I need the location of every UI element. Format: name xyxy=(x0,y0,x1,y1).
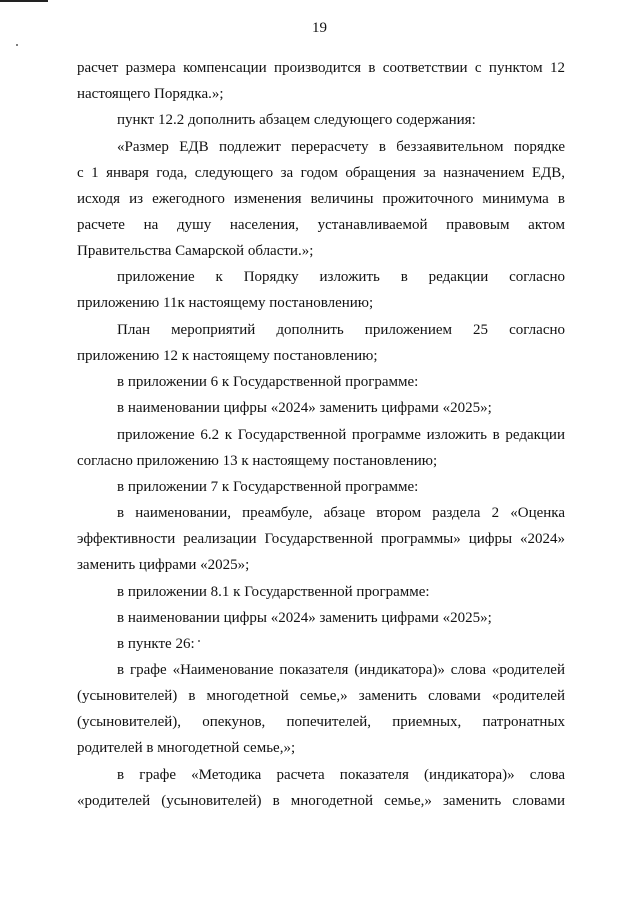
paragraph-line: с 1 января года, следующего за годом обращения за назначением ЕДВ, xyxy=(77,165,565,181)
paragraph-line: приложение к Порядку изложить в редакции согласно xyxy=(117,269,565,285)
paragraph-line: Правительства Самарской области.»; xyxy=(77,243,314,259)
paragraph-line: расчет размера компенсации производится в соответствии с пунктом 12 xyxy=(77,60,565,76)
paragraph-line: в графе «Наименование показателя (индикатора)» слова «родителей xyxy=(117,662,565,678)
scan-speck xyxy=(16,44,18,46)
paragraph-line: расчете на душу населения, устанавливаемой правовым актом xyxy=(77,217,565,233)
paragraph-line: «Размер ЕДВ подлежит перерасчету в беззаявительном порядке xyxy=(117,139,565,155)
paragraph-line: исходя из ежегодного изменения величины прожиточного минимума в xyxy=(77,191,565,207)
scan-edge-mark xyxy=(0,0,48,2)
paragraph-line: приложению 12 к настоящему постановлению; xyxy=(77,348,378,364)
paragraph-line: в приложении 7 к Государственной программе: xyxy=(117,479,419,495)
scan-speck xyxy=(198,640,200,642)
paragraph-line: (усыновителей), опекунов, попечителей, приемных, патронатных xyxy=(77,714,565,730)
paragraph-line: пункт 12.2 дополнить абзацем следующего содержания: xyxy=(117,112,476,128)
paragraph-line: в приложении 6 к Государственной программе: xyxy=(117,374,419,390)
paragraph-line: в наименовании, преамбуле, абзаце втором раздела 2 «Оценка xyxy=(117,505,565,521)
paragraph-line: в наименовании цифры «2024» заменить цифрами «2025»; xyxy=(117,400,492,416)
paragraph-line: согласно приложению 13 к настоящему постановлению; xyxy=(77,453,438,469)
paragraph-line: заменить цифрами «2025»; xyxy=(77,557,250,573)
paragraph-line: План мероприятий дополнить приложением 25 согласно xyxy=(117,322,565,338)
paragraph-line: в приложении 8.1 к Государственной программе: xyxy=(117,584,430,600)
paragraph-line: приложение 6.2 к Государственной программе изложить в редакции xyxy=(117,427,565,443)
paragraph-line: настоящего Порядка.»; xyxy=(77,86,224,102)
paragraph-line: родителей в многодетной семье,»; xyxy=(77,740,296,756)
paragraph-line: «родителей (усыновителей) в многодетной семье,» заменить словами xyxy=(77,793,565,809)
paragraph-line: приложению 11к настоящему постановлению; xyxy=(77,295,374,311)
paragraph-line: в графе «Методика расчета показателя (индикатора)» слова xyxy=(117,767,565,783)
paragraph-line: в пункте 26: xyxy=(117,636,195,652)
paragraph-line: эффективности реализации Государственной программы» цифры «2024» xyxy=(77,531,565,547)
paragraph-line: в наименовании цифры «2024» заменить цифрами «2025»; xyxy=(117,610,492,626)
page-number: 19 xyxy=(312,20,327,36)
paragraph-line: (усыновителей) в многодетной семье,» заменить словами «родителей xyxy=(77,688,565,704)
